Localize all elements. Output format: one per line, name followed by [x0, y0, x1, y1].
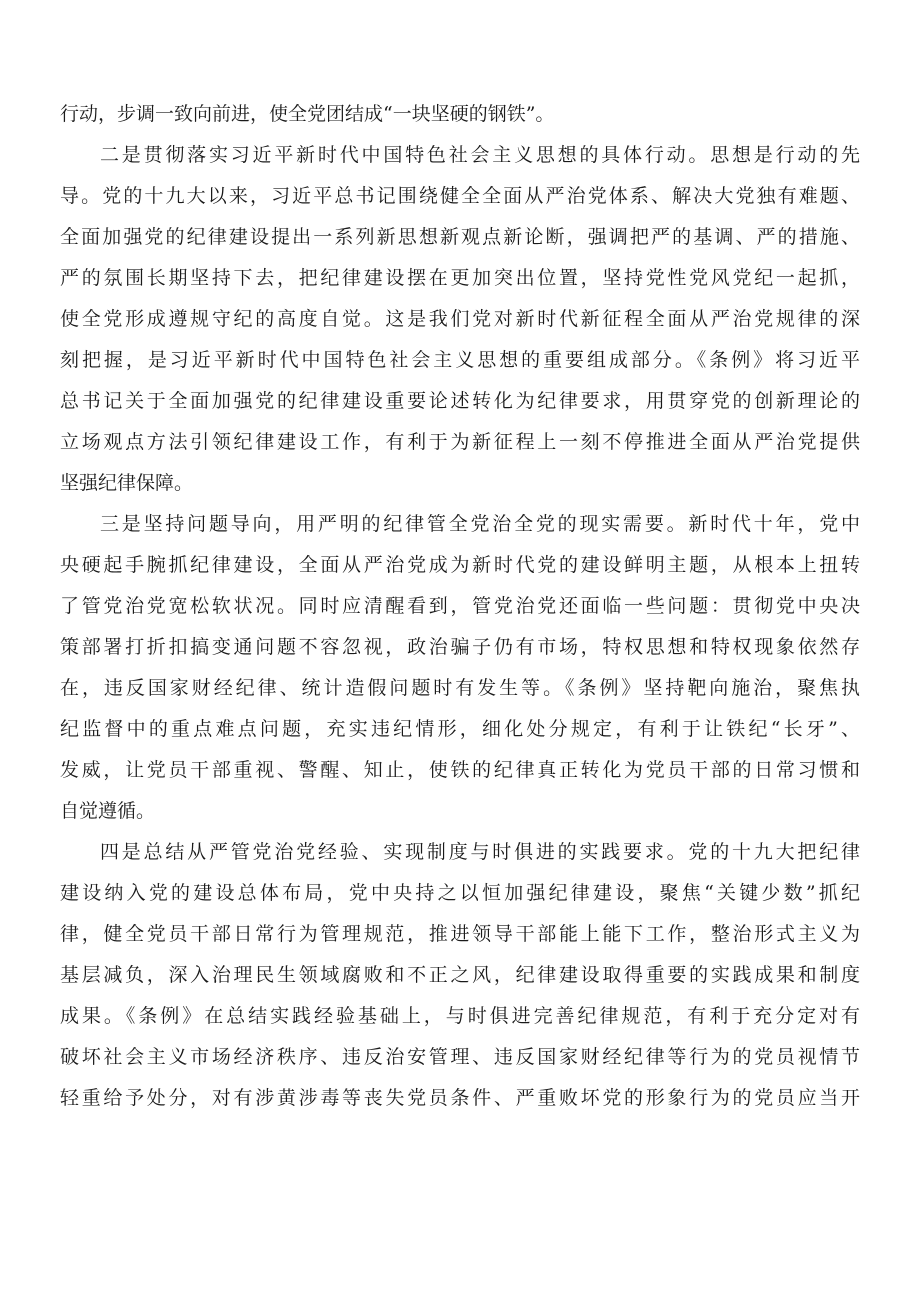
paragraph-point-four-line: 破坏社会主义市场经济秩序、违反治安管理、违反国家财经纪律等行为的党员视情节: [60, 1046, 860, 1068]
paragraph-point-two-line: 总书记关于全面加强党的纪律建设重要论述转化为纪律要求，用贯穿党的创新理论的: [60, 390, 860, 412]
paragraph-point-two-line: 坚强纪律保障。: [60, 472, 194, 494]
paragraph-continuation-line: 行动，步调一致向前进，使全党团结成“一块坚硬的钢铁”。: [60, 103, 555, 125]
paragraph-point-four-line: 四是总结从严管党治党经验、实现制度与时俱进的实践要求。党的十九大把纪律: [100, 841, 860, 863]
paragraph-point-three-line: 了管党治党宽松软状况。同时应清醒看到，管党治党还面临一些问题：贯彻党中央决: [60, 595, 860, 617]
paragraph-point-four-line: 轻重给予处分，对有涉黄涉毒等丧失党员条件、严重败坏党的形象行为的党员应当开: [60, 1087, 860, 1109]
paragraph-point-two-line: 严的氛围长期坚持下去，把纪律建设摆在更加突出位置，坚持党性党风党纪一起抓，: [60, 267, 860, 289]
paragraph-point-three-line: 三是坚持问题导向，用严明的纪律管全党治全党的现实需要。新时代十年，党中: [100, 513, 860, 535]
paragraph-point-three-line: 自觉遵循。: [60, 800, 156, 822]
paragraph-point-three-line: 发威，让党员干部重视、警醒、知止，使铁的纪律真正转化为党员干部的日常习惯和: [60, 759, 860, 781]
paragraph-point-three-line: 纪监督中的重点难点问题，充实违纪情形，细化处分规定，有利于让铁纪“长牙”、: [60, 718, 860, 740]
paragraph-point-three-line: 在，违反国家财经纪律、统计造假问题时有发生等。《条例》坚持靶向施治，聚焦执: [60, 677, 860, 699]
paragraph-point-two-line: 刻把握，是习近平新时代中国特色社会主义思想的重要组成部分。《条例》将习近平: [60, 349, 860, 371]
paragraph-point-four-line: 成果。《条例》在总结实践经验基础上，与时俱进完善纪律规范，有利于充分定对有: [60, 1005, 860, 1027]
paragraph-point-four-line: 建设纳入党的建设总体布局，党中央持之以恒加强纪律建设，聚焦“关键少数”抓纪: [60, 882, 860, 904]
paragraph-point-three-line: 央硬起手腕抓纪律建设，全面从严治党成为新时代党的建设鲜明主题，从根本上扭转: [60, 554, 860, 576]
paragraph-point-three-line: 策部署打折扣搞变通问题不容忽视，政治骗子仍有市场，特权思想和特权现象依然存: [60, 636, 860, 658]
paragraph-point-two-line: 导。党的十九大以来，习近平总书记围绕健全全面从严治党体系、解决大党独有难题、: [60, 185, 860, 207]
paragraph-point-two-line: 使全党形成遵规守纪的高度自觉。这是我们党对新时代新征程全面从严治党规律的深: [60, 308, 860, 330]
paragraph-point-two-line: 立场观点方法引领纪律建设工作，有利于为新征程上一刻不停推进全面从严治党提供: [60, 431, 860, 453]
paragraph-point-four-line: 基层减负，深入治理民生领域腐败和不正之风，纪律建设取得重要的实践成果和制度: [60, 964, 860, 986]
document-body: [60, 94, 860, 1119]
paragraph-point-four-line: 律，健全党员干部日常行为管理规范，推进领导干部能上能下工作，整治形式主义为: [60, 923, 860, 945]
paragraph-point-two-line: 二是贯彻落实习近平新时代中国特色社会主义思想的具体行动。思想是行动的先: [100, 144, 860, 166]
paragraph-point-two-line: 全面加强党的纪律建设提出一系列新思想新观点新论断，强调把严的基调、严的措施、: [60, 226, 860, 248]
